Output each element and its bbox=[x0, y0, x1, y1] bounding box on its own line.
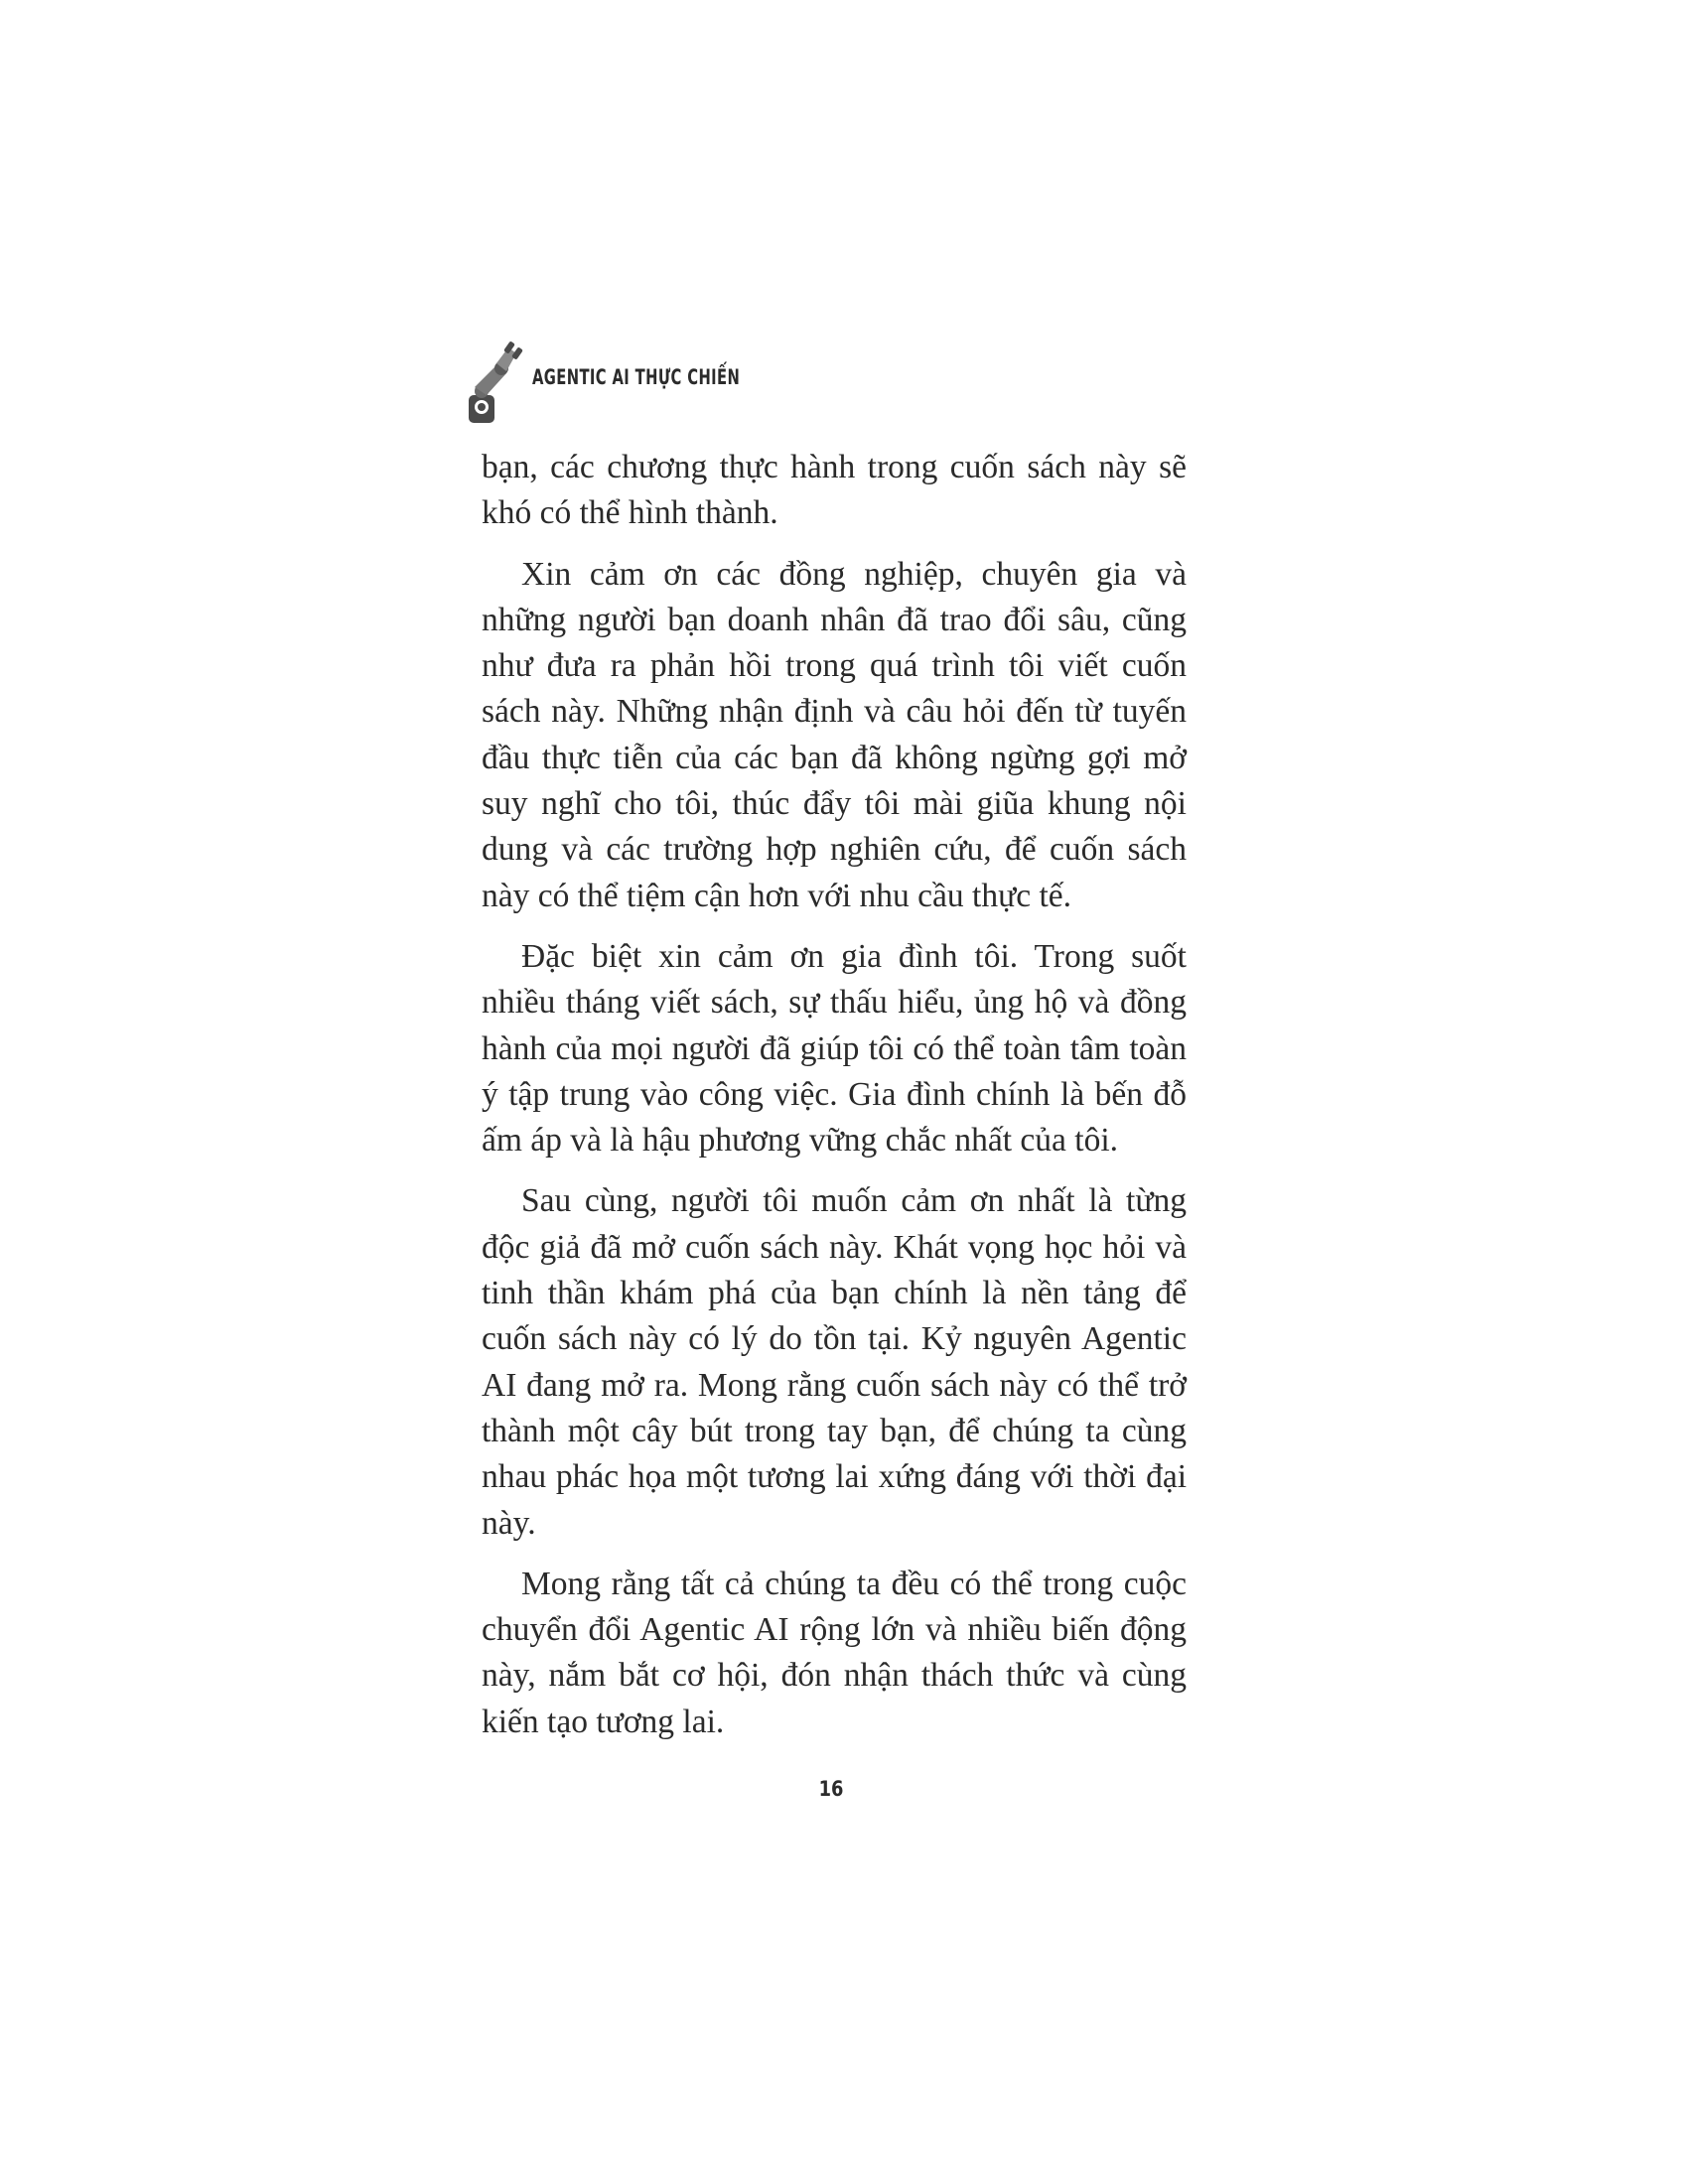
body-text bbox=[482, 445, 1187, 1760]
page-number: 16 bbox=[818, 1777, 844, 1801]
paragraph-2: Xin cảm ơn các đồng nghiệp, chuyên gia và những người bạn doanh nhân đã trao đổi sâu, cũng như đưa ra phản hồi trong quá trình tôi viết cuốn sách này. Những nhận định và câu hỏi đến từ tuyến đầu thực tiễn của các bạn đã không ngừng gợi mở suy nghĩ cho tôi, thúc đẩy tôi mài giũa khung nội dung và các trường hợp nghiên cứu, để cuốn sách này có thể tiệm cận hơn với nhu cầu thực tế. bbox=[482, 555, 1187, 914]
header-title: AGENTIC AI THỰC CHIẾN bbox=[532, 365, 741, 389]
paragraph-3: Đặc biệt xin cảm ơn gia đình tôi. Trong suốt nhiều tháng viết sách, sự thấu hiểu, ủng hộ và đồng hành của mọi người đã giúp tôi có thể toàn tâm toàn ý tập trung vào công việc. Gia đình chính là bến đỗ ấm áp và là hậu phương vững chắc nhất của tôi. bbox=[482, 937, 1187, 1160]
paragraph-4: Sau cùng, người tôi muốn cảm ơn nhất là từng độc giả đã mở cuốn sách này. Khát vọng học hỏi và tinh thần khám phá của bạn chính là nền tảng để cuốn sách này có lý do tồn tại. Kỷ nguyên Agentic AI đang mở ra. Mong rằng cuốn sách này có thể trở thành một cây bút trong tay bạn, để chúng ta cùng nhau phác họa một tương lai xứng đáng với thời đại này. bbox=[482, 1182, 1187, 1542]
robot-arm-icon bbox=[467, 338, 526, 427]
running-header bbox=[467, 338, 1162, 427]
paragraph-1: bạn, các chương thực hành trong cuốn sách này sẽ khó có thể hình thành. bbox=[482, 449, 1187, 532]
paragraph-5: Mong rằng tất cả chúng ta đều có thể trong cuộc chuyển đổi Agentic AI rộng lớn và nhiều biến động này, nắm bắt cơ hội, đón nhận thách thức và cùng kiến tạo tương lai. bbox=[482, 1565, 1187, 1740]
